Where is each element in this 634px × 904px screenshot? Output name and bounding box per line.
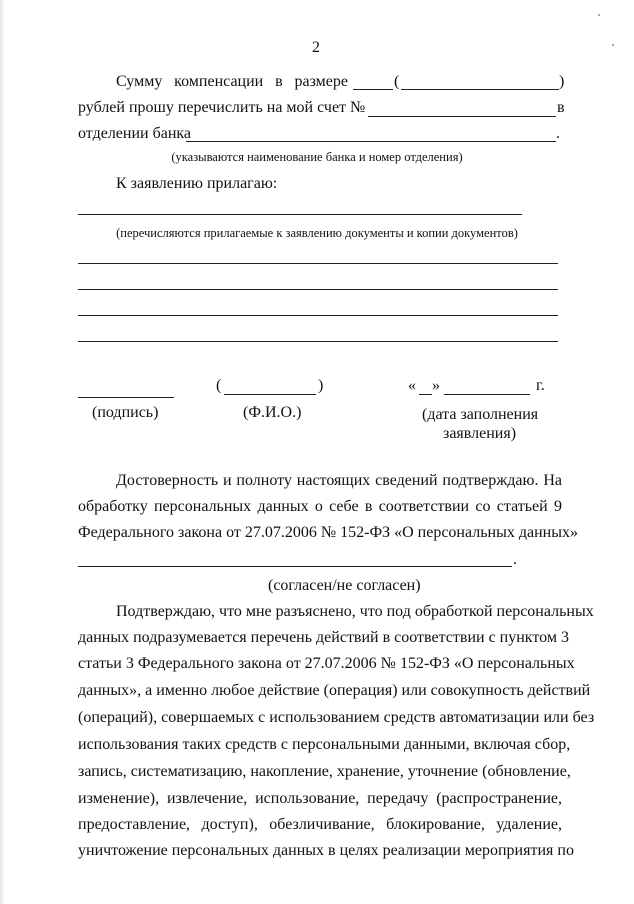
compensation-line1-text: Сумму компенсации в размере — [116, 73, 348, 90]
year-suffix: г. — [536, 377, 545, 394]
compensation-amount-words-field[interactable] — [401, 89, 559, 90]
date-day-field[interactable] — [419, 394, 432, 395]
date-open-quote: « — [408, 377, 416, 394]
name-open-paren: ( — [216, 377, 222, 394]
full-name-field[interactable] — [224, 394, 316, 395]
consent-choice-label: (согласен/не согласен) — [268, 577, 421, 594]
signature-label: (подпись) — [92, 404, 159, 421]
bank-branch-field[interactable] — [186, 141, 556, 142]
explanation-line: данных», а именно любое действие (операция) или совокупность действий — [78, 682, 591, 699]
consent-line: Достоверность и полноту настоящих сведений подтверждаю. На — [116, 472, 562, 489]
compensation-line3-text: отделении банка — [78, 125, 192, 142]
attachment-line[interactable] — [78, 263, 558, 264]
explanation-line: (операций), совершаемых с использованием средств автоматизации или без — [78, 709, 595, 726]
scan-speck — [598, 14, 600, 16]
attachment-line[interactable] — [78, 341, 558, 342]
signature-field[interactable] — [78, 397, 174, 398]
compensation-line2-suffix: в — [557, 99, 565, 116]
attachment-line[interactable] — [78, 315, 558, 316]
attachments-heading: К заявлению прилагаю: — [116, 175, 278, 192]
name-label: (Ф.И.О.) — [243, 404, 302, 421]
close-paren: ) — [559, 73, 565, 90]
compensation-line2-text: рублей прошу перечислить на мой счет № — [78, 99, 366, 116]
explanation-line: Подтверждаю, что мне разъяснено, что под обработкой персональных — [116, 603, 594, 620]
date-label-line1: (дата заполнения — [422, 406, 539, 423]
explanation-line: уничтожение персональных данных в целях реализации мероприятия по — [78, 842, 574, 859]
scan-edge-shadow — [0, 0, 4, 904]
date-month-year-field[interactable] — [444, 394, 530, 395]
open-paren: ( — [394, 73, 400, 90]
consent-line-end: . — [513, 551, 517, 568]
attachment-line[interactable] — [78, 289, 558, 290]
compensation-amount-field[interactable] — [353, 89, 393, 90]
name-close-paren: ) — [318, 377, 324, 394]
explanation-line: данных подразумевается перечень действий в соответствии с пунктом 3 — [78, 629, 569, 646]
attachment-field[interactable] — [78, 214, 522, 215]
explanation-line: предоставление, доступ), обезличивание, блокирование, удаление, — [78, 816, 562, 833]
explanation-line: использования таких средств с персональными данными, включая сбор, — [78, 736, 571, 753]
explanation-line: изменение), извлечение, использование, передачу (распространение, — [78, 790, 562, 807]
scan-speck — [612, 44, 614, 46]
consent-choice-field[interactable] — [78, 566, 512, 567]
explanation-line: статьи 3 Федерального закона от 27.07.2006 № 152-ФЗ «О персональных — [78, 655, 575, 672]
consent-line: Федерального закона от 27.07.2006 № 152-ФЗ «О персональных данных» — [78, 524, 578, 541]
attachments-hint: (перечисляются прилагаемые к заявлению документы и копии документов) — [116, 226, 518, 240]
consent-line: обработку персональных данных о себе в соответствии со статьей 9 — [78, 498, 562, 515]
explanation-line: запись, систематизацию, накопление, хранение, уточнение (обновление, — [78, 763, 571, 780]
compensation-line3-end: . — [556, 125, 560, 142]
date-label-line2: заявления) — [443, 425, 517, 442]
account-number-field[interactable] — [368, 116, 556, 117]
date-close-quote: » — [432, 377, 440, 394]
bank-hint: (указываются наименование банка и номер отделения) — [171, 150, 463, 164]
page-number: 2 — [312, 39, 320, 56]
